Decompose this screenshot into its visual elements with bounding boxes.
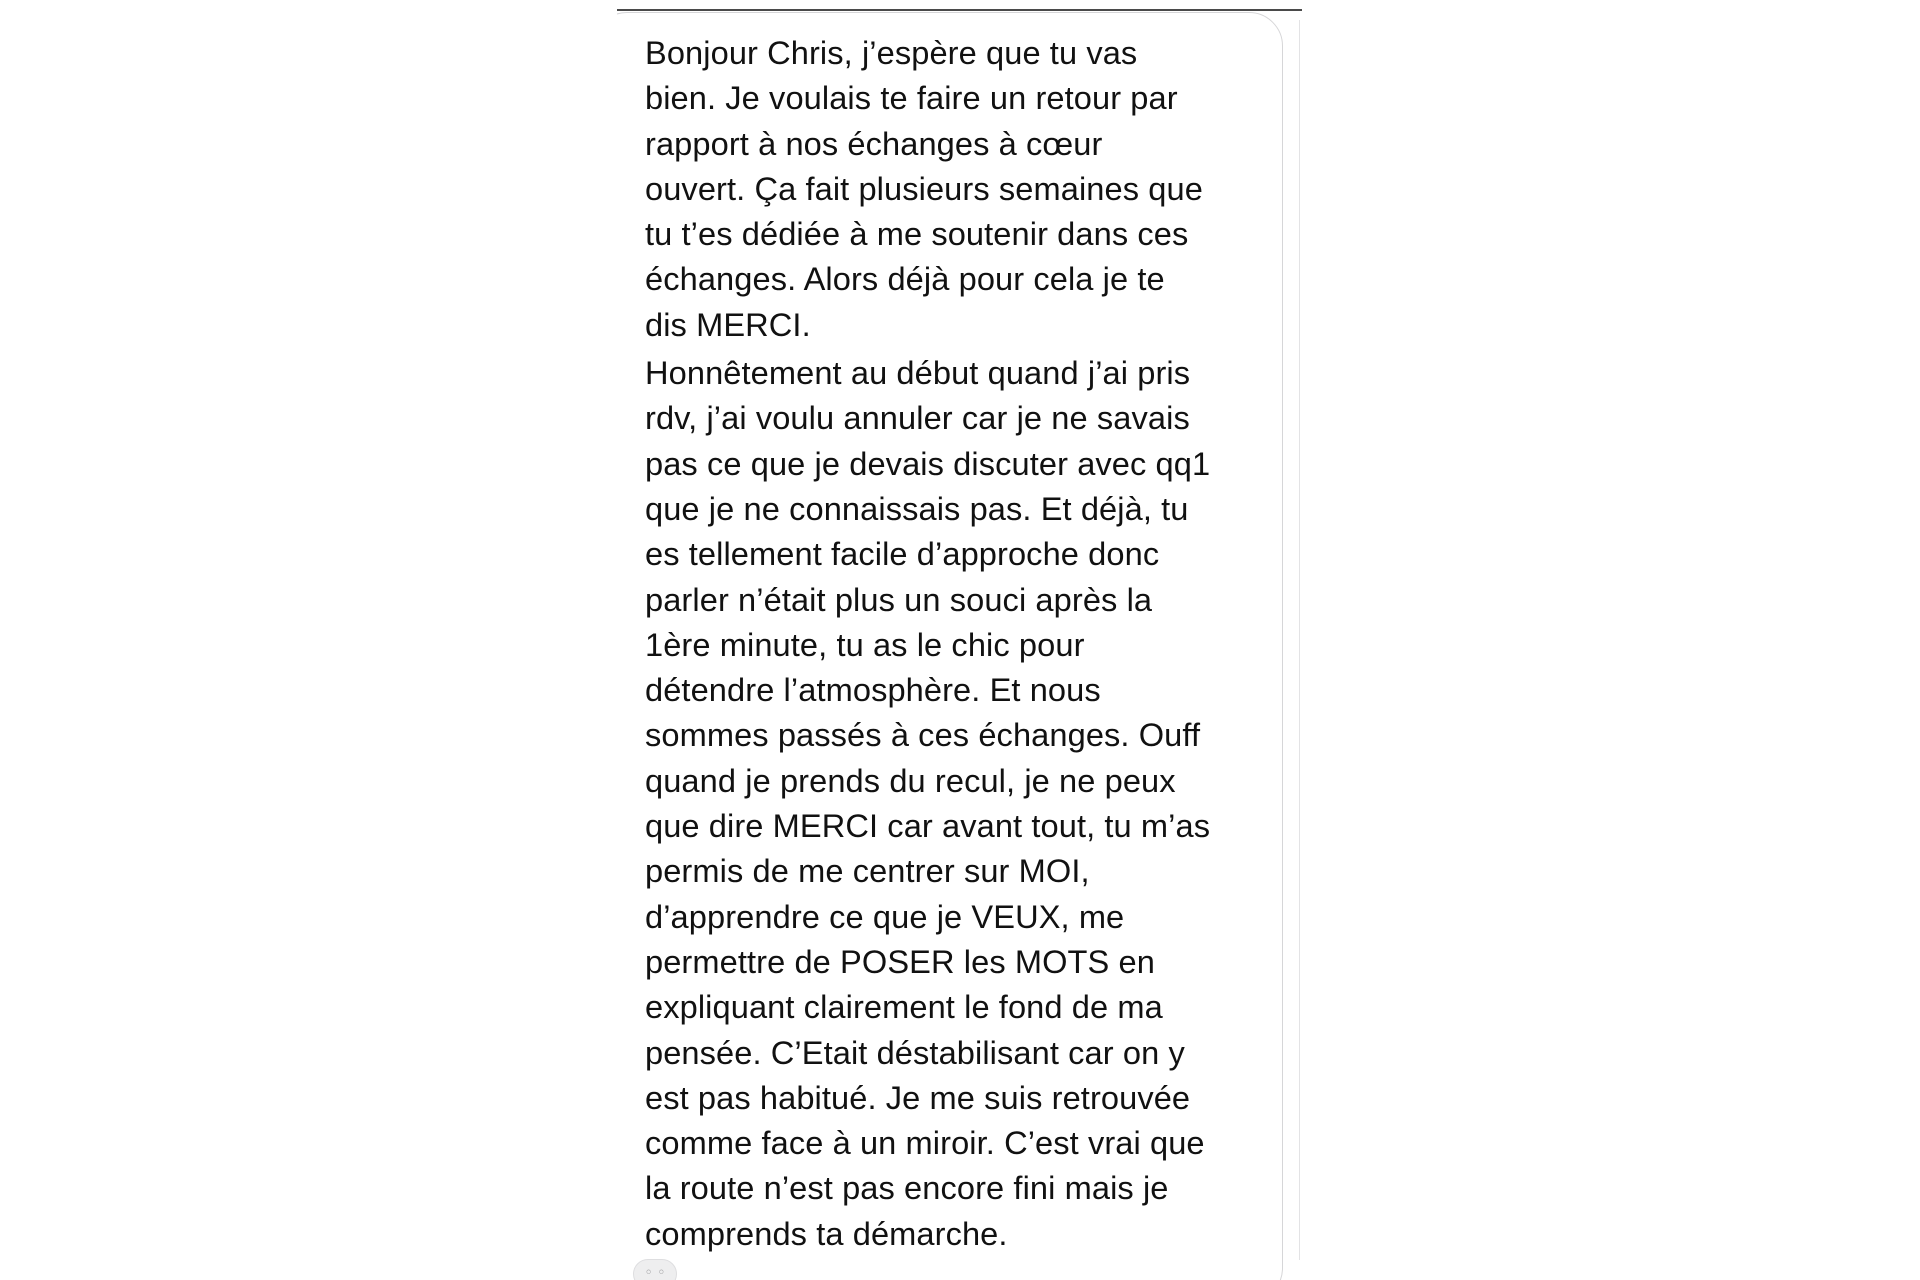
- message-line: Bonjour Chris, j’espère que tu vas: [645, 34, 1138, 71]
- bubble-edge: [1299, 20, 1302, 1260]
- message-line: dis MERCI.: [645, 305, 811, 343]
- message-line: bien. Je voulais te faire un retour par: [645, 79, 1178, 117]
- message-line: permis de me centrer sur MOI,: [645, 852, 1090, 890]
- message-line: quand je prends du recul, je ne peux: [645, 761, 1176, 799]
- reaction-glyph: ◦ ◦: [644, 1265, 666, 1280]
- message-line: d’apprendre ce que je VEUX, me: [645, 897, 1125, 935]
- message-line: permettre de POSER les MOTS en: [645, 942, 1155, 980]
- message-line: comme face à un miroir. C’est vrai que: [645, 1124, 1205, 1162]
- message-paragraph-1: [645, 30, 1265, 347]
- message-line: que je ne connaissais pas. Et déjà, tu: [645, 489, 1189, 527]
- message-line: rapport à nos échanges à cœur: [645, 124, 1103, 162]
- message-paragraph-2: [645, 350, 1265, 1256]
- reaction-icon[interactable]: [633, 1259, 677, 1280]
- message-line: comprends ta démarche.: [645, 1214, 1008, 1252]
- message-line: la route n’est pas encore fini mais je: [645, 1169, 1169, 1207]
- message-line: pas ce que je devais discuter avec qq1: [645, 444, 1211, 482]
- message-screenshot: [617, 0, 1302, 1280]
- message-line: parler n’était plus un souci après la: [645, 580, 1153, 618]
- message-line: échanges. Alors déjà pour cela je te: [645, 260, 1165, 298]
- message-line: détendre l’atmosphère. Et nous: [645, 671, 1101, 709]
- message-line: Honnêtement au début quand j’ai pris: [645, 354, 1191, 392]
- message-line: tu t’es dédiée à me soutenir dans ces: [645, 215, 1189, 253]
- message-line: es tellement facile d’approche donc: [645, 535, 1160, 573]
- message-line: sommes passés à ces échanges. Ouff: [645, 716, 1201, 754]
- message-line: rdv, j’ai voulu annuler car je ne savais: [645, 399, 1190, 437]
- message-line: est pas habitué. Je me suis retrouvée: [645, 1078, 1191, 1116]
- message-line: expliquant clairement le fond de ma: [645, 988, 1163, 1026]
- message-line: que dire MERCI car avant tout, tu m’as: [645, 807, 1211, 845]
- message-line: 1ère minute, tu as le chic pour: [645, 625, 1085, 663]
- message-line: ouvert. Ça fait plusieurs semaines que: [645, 169, 1203, 207]
- message-line: pensée. C’Etait déstabilisant car on y: [645, 1033, 1185, 1071]
- top-divider: [617, 9, 1302, 11]
- message-text: [645, 30, 1265, 1259]
